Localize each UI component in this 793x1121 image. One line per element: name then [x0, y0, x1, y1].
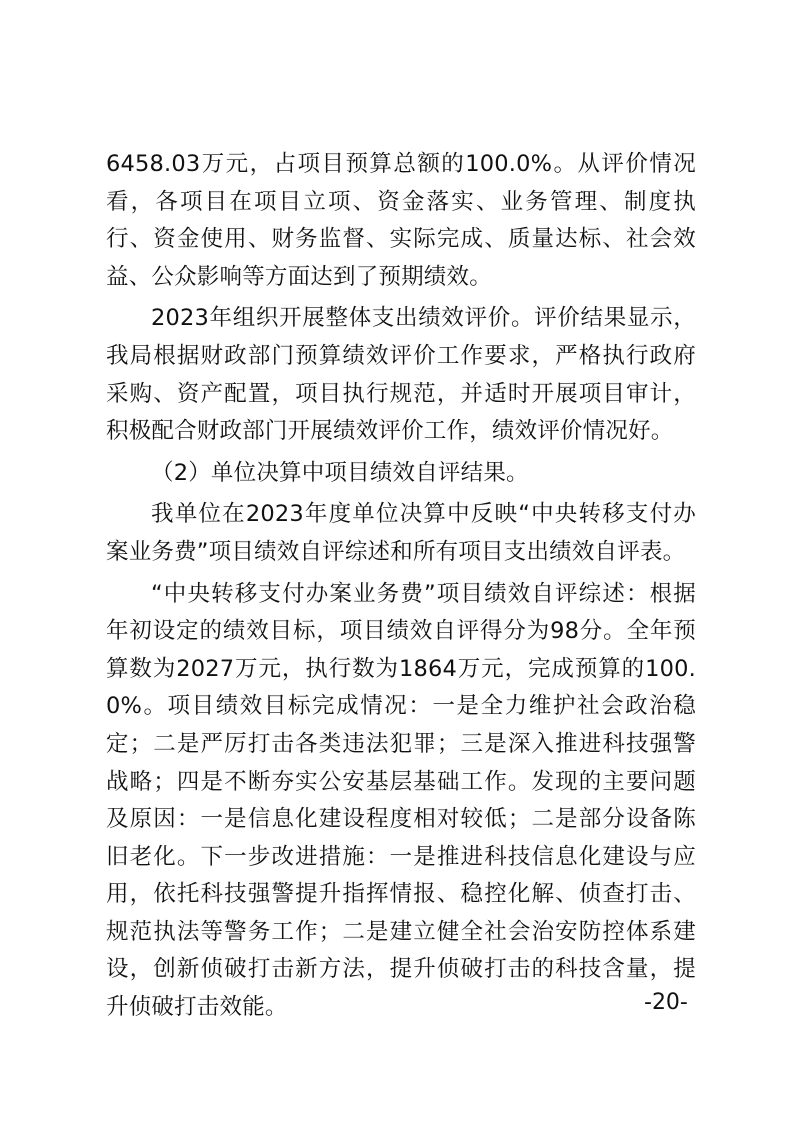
paragraph-overall-evaluation: 2023年组织开展整体支出绩效评价。评价结果显示，我局根据财政部门预算绩效评价工作要求，严格执行政府采购、资产配置，项目执行规范，并适时开展项目审计，积极配合财政部门开展绩效评价工作，绩效评价情况好。 [106, 305, 696, 445]
section-heading-text: （2）单位决算中项目绩效自评结果。 [151, 459, 529, 486]
page-number: -20- [644, 990, 688, 1015]
paragraph-continued-evaluation: 6458.03万元，占项目预算总额的100.0%。从评价情况看，各项目在项目立项、资金落实、业务管理、制度执行、资金使用、财务监督、实际完成、质量达标、社会效益、公众影响等方面达到了预期绩效。 [106, 151, 696, 290]
paragraph-project-summary: “中央转移支付办案业务费”项目绩效自评综述：根据年初设定的绩效目标，项目绩效自评得分为98分。全年预算数为2027万元，执行数为1864万元，完成预算的100.0%。项目绩效目标完成情况：一是全力维护社会政治稳定；二是严厉打击各类违法犯罪；三是深入推进科技强警战略；四是不断夯实公安基层基础工作。发现的主要问题及原因：一是信息化建设程度相对较低；二是部分设备陈旧老化。下一步改进措施：一是推进科技信息化建设与应用，依托科技强警提升指挥情报、稳控化解、侦查打击、规范执法等警务工作；二是建立健全社会治安防控体系建设，创新侦破打击新方法，提升侦破打击的科技含量，提升侦破打击效能。 [106, 580, 696, 1021]
document-body [106, 146, 696, 1027]
paragraph-self-evaluation-intro: 我单位在2023年度单位决算中反映“中央转移支付办案业务费”项目绩效自评综述和所有项目支出绩效自评表。 [106, 501, 696, 565]
section-heading-self-evaluation [106, 455, 696, 493]
